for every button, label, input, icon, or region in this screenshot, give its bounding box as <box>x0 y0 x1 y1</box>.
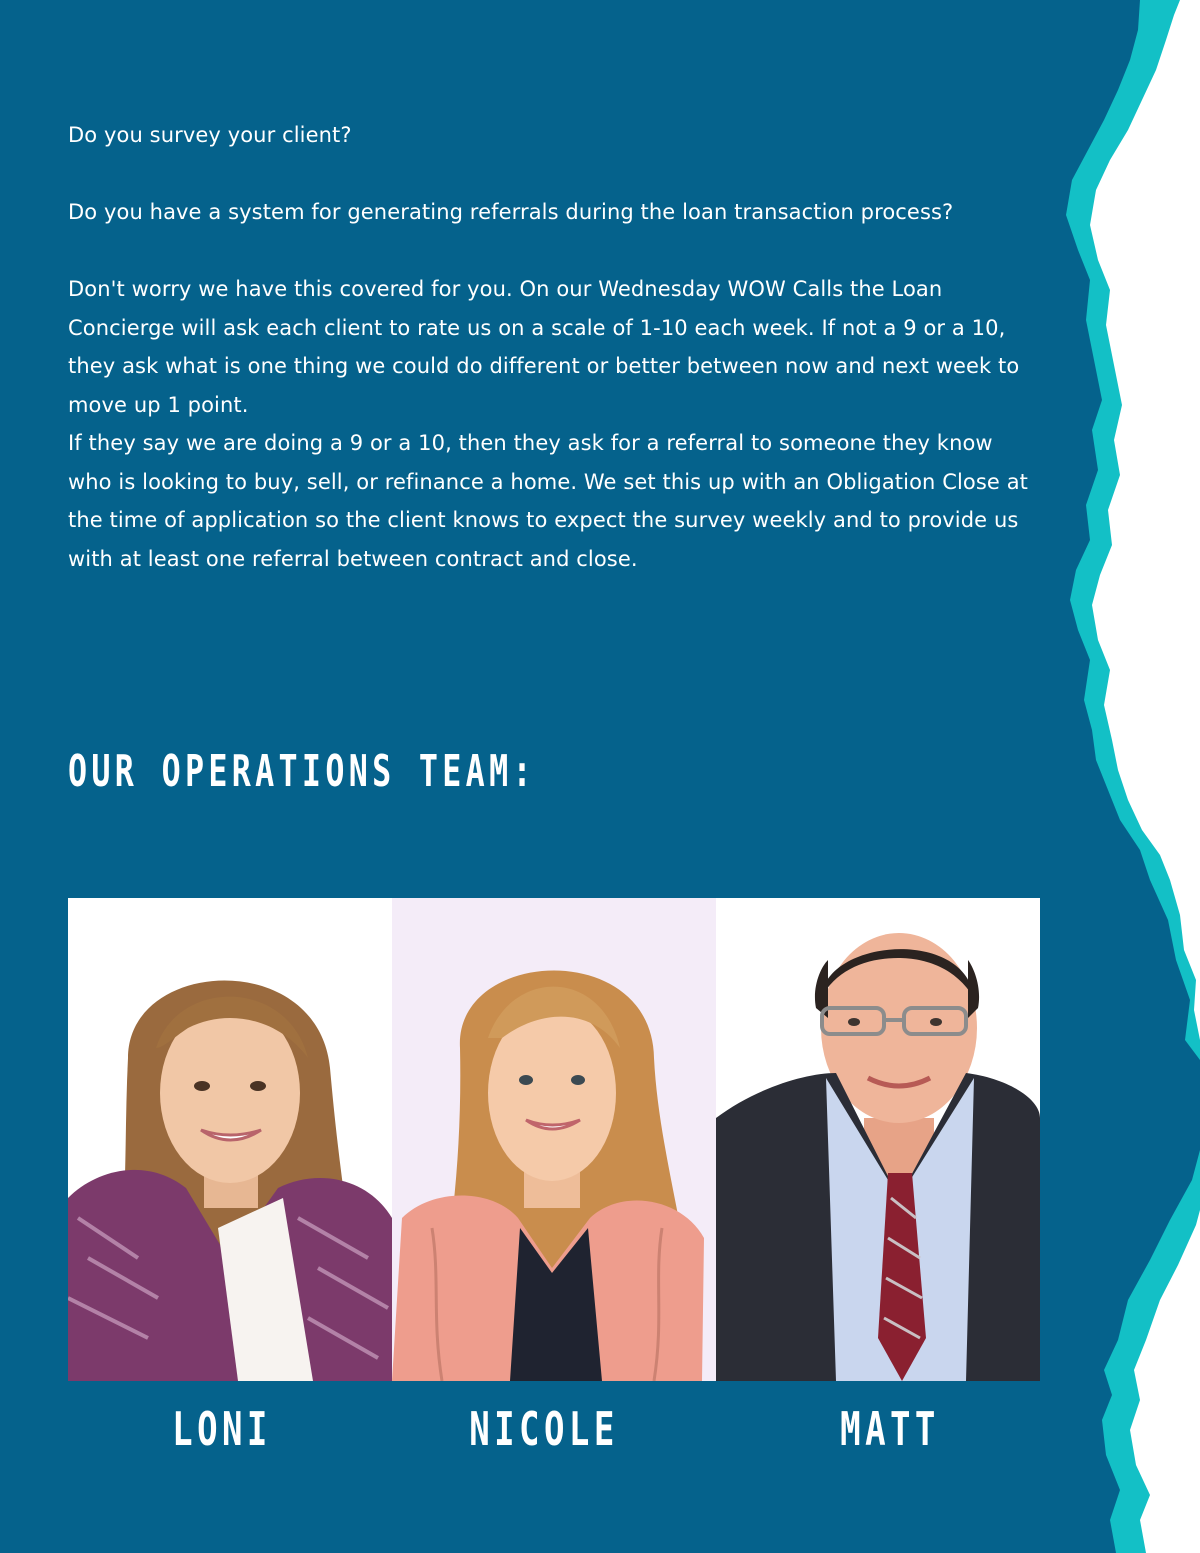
member-name-loni: LONI <box>172 1402 272 1456</box>
portrait-woman-curly-hair <box>392 898 716 1381</box>
body-copy <box>68 116 1038 578</box>
team-photo-strip <box>68 898 1040 1381</box>
team-member-photo-nicole <box>392 898 716 1381</box>
survey-question: Do you survey your client? <box>68 123 352 147</box>
team-name-row <box>68 1400 1040 1460</box>
team-member-photo-loni <box>68 898 392 1381</box>
wow-calls-paragraph: Don't worry we have this covered for you. On our Wednesday WOW Calls the Loan Concierge will ask each client to rate us on a scale of 1-10 each week. If not a 9 or a 10, they ask what is one thing we could do different or better between now and next week to move up 1 point. <box>68 277 1020 417</box>
member-name-matt: MATT <box>840 1402 940 1456</box>
obligation-close-paragraph: If they say we are doing a 9 or a 10, then they ask for a referral to someone they know who is looking to buy, sell, or refinance a home. We set this up with an Obligation Close at the time of application so the client knows to expect the survey weekly and to provide us with at least one referral between contract and close. <box>68 431 1028 571</box>
portrait-man-glasses <box>716 898 1040 1381</box>
team-member-photo-matt <box>716 898 1040 1381</box>
member-name-nicole: NICOLE <box>469 1402 619 1456</box>
referral-question: Do you have a system for generating referrals during the loan transaction process? <box>68 200 954 224</box>
operations-team-heading: OUR OPERATIONS TEAM: <box>68 746 536 797</box>
portrait-woman-brown-hair <box>68 898 392 1381</box>
